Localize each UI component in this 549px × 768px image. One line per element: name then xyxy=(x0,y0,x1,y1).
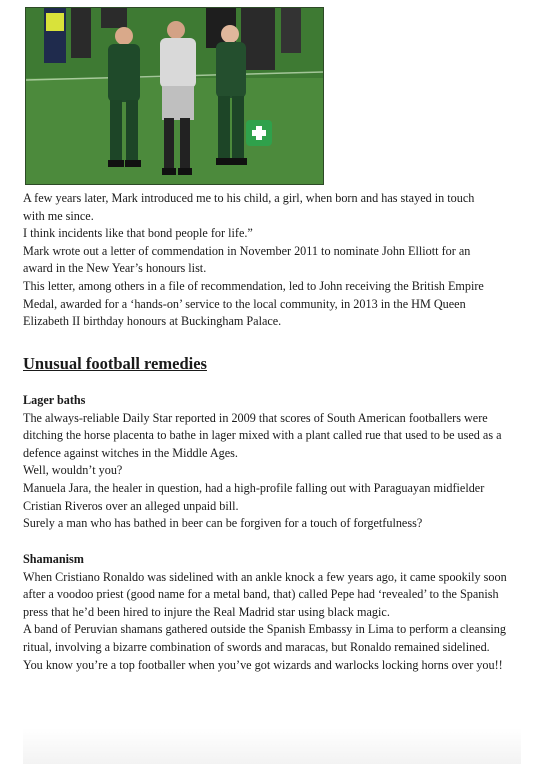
shamanism-paragraph-2: A band of Peruvian shamans gathered outside the Spanish Embassy in Lima to perform a cleansing ritual, involving a bizarre combination of swords and maracas, but Ronaldo remained sidelined. xyxy=(23,622,506,654)
shamanism-title: Shamanism xyxy=(23,552,84,566)
intro-text xyxy=(23,190,493,331)
intro-paragraph-3: Mark wrote out a letter of commendation in November 2011 to nominate John Elliott for an award in the New Year’s honours list. xyxy=(23,243,471,276)
intro-paragraph-1: A few years later, Mark introduced me to his child, a girl, when born and has stayed in touch with me since. xyxy=(23,191,475,223)
lager-paragraph-1: The always-reliable Daily Star reported in 2009 that scores of South American footballers were ditching the horse placenta to bathe in lager mixed with a plant called rue that used to be used as a defence against witches in the Middle Ages. xyxy=(23,410,502,460)
intro-paragraph-2: I think incidents like that bond people for life.” xyxy=(23,226,253,241)
shamanism-section xyxy=(23,551,523,674)
lager-baths-section xyxy=(23,392,523,533)
intro-paragraph-4: This letter, among others in a file of recommendation, led to John receiving the British Empire Medal, awarded for a ‘hands-on’ service to the local community, in 2013 in the HM Queen Elizabeth II birthday honours at Buckingham Palace. xyxy=(23,278,484,329)
article-photo xyxy=(25,7,324,185)
shamanism-paragraph-3: You know you’re a top footballer when you’ve got wizards and warlocks locking horns over you!! xyxy=(23,657,503,672)
page-bottom-fade xyxy=(23,728,521,764)
photo-illustration xyxy=(26,8,323,184)
lager-paragraph-4: Surely a man who has bathed in beer can be forgiven for a touch of forgetfulness? xyxy=(23,516,423,531)
section-heading: Unusual football remedies xyxy=(23,354,207,373)
lager-baths-title: Lager baths xyxy=(23,393,86,407)
lager-paragraph-2: Well, wouldn’t you? xyxy=(23,463,123,478)
lager-paragraph-3: Manuela Jara, the healer in question, had a high-profile falling out with Paraguayan midfielder Cristian Riveros over an alleged unpaid bill. xyxy=(23,480,485,513)
shamanism-paragraph-1: When Cristiano Ronaldo was sidelined with an ankle knock a few years ago, it came spookily soon after a voodoo priest (good name for a metal band, that) called Pepe had ‘revealed’ to the Spanish press that he’d been hired to injure the Real Madrid star using black magic. xyxy=(23,569,507,619)
